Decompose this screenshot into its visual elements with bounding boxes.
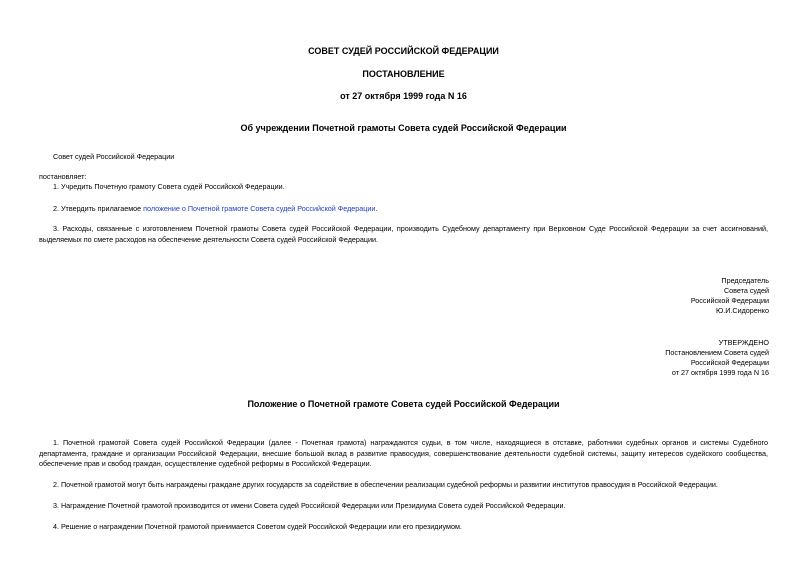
regulation-paragraph-1: 1. Почетной грамотой Совета судей Российской Федерации (далее - Почетная грамота) награждаются судьи, в том числе, находящиеся в отставке, работники судебных органов и системы Судебного департамента, граждане и организации Российской Федерации, внесшие большой вклад в развитие правосудия, совершенствование деятельности судебной системы, защиту интересов судейского сообщества, обеспечение прав и свобод граждан, осуществление судебной реформы в Российской Федерации. <box>39 438 768 468</box>
item-2-suffix: . <box>375 204 378 213</box>
doc-title: Об учреждении Почетной грамоты Совета судей Российской Федерации <box>240 123 567 133</box>
regulation-paragraph-2: 2. Почетной грамотой могут быть награждены граждане других государств за содействие в обеспечении реализации судебной реформы и развитии институтов правосудия в Российской Федерации. <box>53 480 718 489</box>
regulation-paragraph-3: 3. Награждение Почетной грамотой производится от имени Совета судей Российской Федерации или Президиума Совета судей Российской Федерации. <box>53 501 566 510</box>
doc-type: ПОСТАНОВЛЕНИЕ <box>362 69 445 79</box>
intro-text: Совет судей Российской Федерации <box>53 152 175 161</box>
approval-line-1: УТВЕРЖДЕНО <box>718 338 769 347</box>
regulation-paragraph-4: 4. Решение о награждении Почетной грамотой принимается Советом судей Российской Федерации или его президиумом. <box>53 522 462 531</box>
item-2 <box>53 204 377 214</box>
signature-line-2: Совета судей <box>723 286 769 295</box>
signature-line-1: Председатель <box>721 276 769 285</box>
item-2-prefix: 2. Утвердить прилагаемое <box>53 204 144 213</box>
regulation-title: Положение о Почетной грамоте Совета судей Российской Федерации <box>247 399 560 409</box>
approval-line-3: Российской Федерации <box>690 358 769 367</box>
item-1: 1. Учредить Почетную грамоту Совета судей Российской Федерации. <box>53 182 285 191</box>
approval-line-4: от 27 октября 1999 года N 16 <box>671 368 769 377</box>
regulation-link[interactable]: положение о Почетной грамоте Совета судей Российской Федерации <box>143 204 376 213</box>
approval-line-2: Постановлением Совета судей <box>665 348 769 357</box>
signature-line-3: Российской Федерации <box>690 296 769 305</box>
item-3: 3. Расходы, связанные с изготовлением Почетной грамоты Совета судей Российской Федерации, производить Судебному департаменту при Верховном Суде Российской Федерации за счет ассигнований, выделяемых по смете расходов на обеспечение деятельности Совета судей Российской Федерации. <box>39 224 768 244</box>
doc-date-number: от 27 октября 1999 года N 16 <box>340 91 467 101</box>
signature-line-4: Ю.И.Сидоренко <box>715 306 769 315</box>
resolves-text: постановляет: <box>39 172 87 181</box>
org-name: СОВЕТ СУДЕЙ РОССИЙСКОЙ ФЕДЕРАЦИИ <box>308 46 499 56</box>
